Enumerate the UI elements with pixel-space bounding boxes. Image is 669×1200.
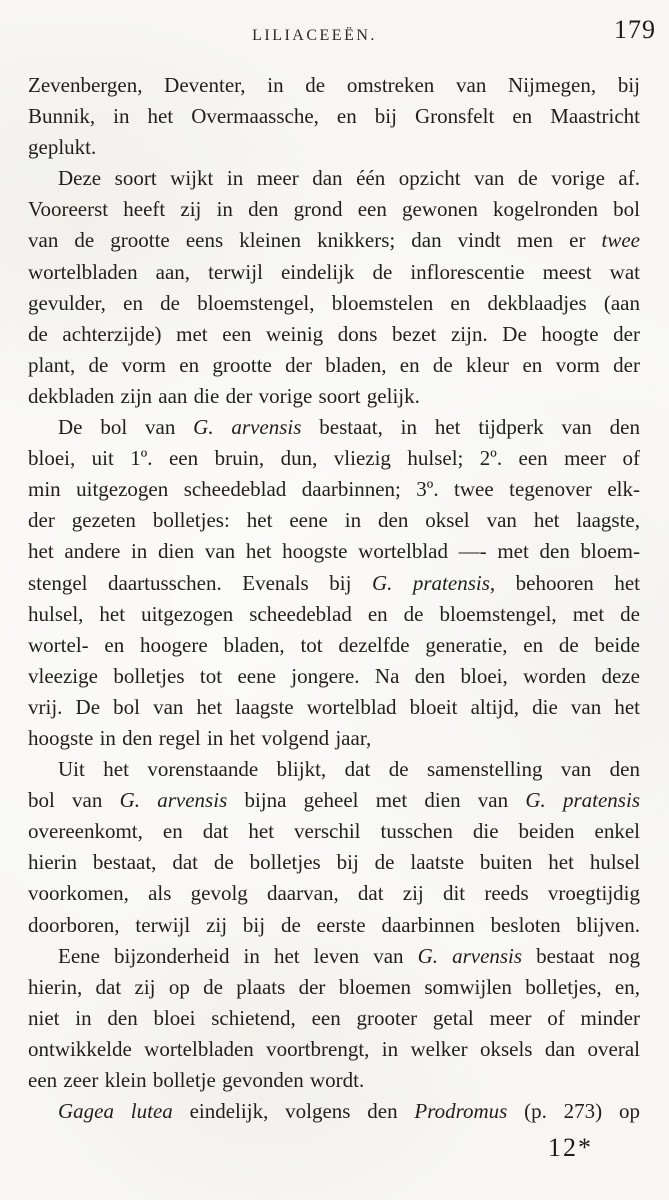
text-line [28, 412, 640, 443]
text-segment: (p. 273) op [507, 1099, 640, 1124]
text-line [28, 163, 640, 194]
text-line [28, 754, 640, 785]
text-segment: stengel daartusschen. Evenals bij [28, 570, 372, 595]
text-line [28, 910, 640, 941]
text-segment: een zeer klein bolletje gevonden wordt. [28, 1068, 365, 1092]
text-segment: hierin bestaat, dat de bolletjes bij de laatste buiten het hulsel [28, 850, 640, 875]
signature-mark: 12* [548, 1133, 593, 1162]
text-segment: de achterzijde) met een weinig dons bezet zijn. De hoogte der [28, 321, 640, 346]
text-line [28, 941, 640, 972]
text-segment: geplukt. [28, 135, 97, 160]
text-line [28, 194, 640, 225]
text-line [28, 443, 640, 474]
italic-text: G. pratensis [371, 570, 490, 595]
text-line [28, 319, 640, 350]
italic-text: G. arvensis [417, 943, 523, 968]
text-line [28, 630, 640, 661]
text-line [28, 101, 640, 132]
text-segment: min uitgezogen scheedeblad daarbinnen; 3º. twee tegenover elk- [28, 477, 640, 502]
text-line [28, 878, 640, 909]
text-line [28, 132, 640, 163]
text-line [28, 972, 640, 1003]
text-segment: Uit het vorenstaande blijkt, dat de samenstelling van den [58, 757, 640, 782]
text-line [28, 723, 640, 754]
text-segment: eindelijk, volgens den [172, 1099, 415, 1124]
text-segment: Vooreerst heeft zij in den grond een gewonen kogelronden bol [28, 197, 640, 222]
text-line [28, 816, 640, 847]
text-segment: overeenkomt, en dat het verschil tusschen die beiden enkel [28, 819, 640, 844]
text-segment: bloei, uit 1º. een bruin, dun, vliezig hulsel; 2º. een meer of [28, 446, 640, 471]
text-segment: bijna geheel met dien van [227, 788, 526, 813]
text-line [28, 661, 640, 692]
text-line [28, 257, 640, 288]
text-line [28, 288, 640, 319]
text-line [28, 1003, 640, 1034]
text-line [28, 1096, 640, 1127]
text-line [28, 536, 640, 567]
text-segment: bestaat, in het tijdperk van den [301, 415, 640, 440]
italic-text: G. arvensis [119, 788, 228, 813]
italic-text: twee [601, 228, 640, 253]
text-segment: ontwikkelde wortelbladen voortbrengt, in welker oksels dan overal [28, 1036, 640, 1061]
text-segment: Zevenbergen, Deventer, in de omstreken van Nijmegen, bij [28, 73, 640, 97]
page-header [0, 0, 669, 60]
text-line [28, 350, 640, 381]
text-segment: der gezeten bolletjes: het eene in den oksel van het laagste, [28, 508, 640, 533]
text-line [28, 785, 640, 816]
text-segment: gevulder, en de bloemstengel, bloemstelen en dekblaadjes (aan [28, 290, 640, 315]
text-segment: Deze soort wijkt in meer dan één opzicht van de vorige af. [58, 166, 640, 191]
text-line [28, 225, 640, 256]
text-segment: dekbladen zijn aan die der vorige soort gelijk. [28, 383, 420, 408]
text-segment: , behooren het [489, 570, 640, 595]
text-line [28, 505, 640, 536]
text-segment: hierin, dat zij op de plaats der bloemen somwijlen bolletjes, en, [28, 974, 640, 999]
text-segment: bestaat nog [522, 943, 641, 968]
text-line [28, 1065, 640, 1096]
text-line [28, 474, 640, 505]
italic-text: Gagea lutea [58, 1099, 173, 1124]
page-number: 179 [614, 15, 656, 44]
text-segment: Bunnik, in het Overmaassche, en bij Gronsfelt en Maastricht [28, 104, 640, 129]
text-segment: vleezige bolletjes tot eene jongere. Na den bloei, worden deze [28, 663, 640, 688]
text-line [28, 599, 640, 630]
italic-text: Prodromus [414, 1099, 508, 1124]
italic-text: G. arvensis [193, 415, 302, 440]
text-segment: bol van [28, 788, 120, 813]
text-line [28, 381, 640, 412]
text-line [28, 1034, 640, 1065]
text-segment: niet in den bloei schietend, een grooter getal meer of minder [28, 1005, 640, 1030]
text-segment: plant, de vorm en grootte der bladen, en de kleur en vorm der [28, 352, 640, 377]
text-line [28, 692, 640, 723]
text-line [28, 568, 640, 599]
text-line [28, 847, 640, 878]
text-segment: voorkomen, als gevolg daarvan, dat zij dit reeds vroegtijdig [28, 881, 640, 906]
text-segment: het andere in dien van het hoogste wortelblad —- met den bloem- [28, 539, 640, 564]
text-segment: Eene bijzonderheid in het leven van [58, 943, 418, 968]
text-segment: doorboren, terwijl zij bij de eerste daarbinnen besloten blijven. [28, 912, 640, 937]
text-segment: wortelbladen aan, terwijl eindelijk de inflorescentie meest wat [28, 259, 640, 284]
text-segment: De bol van [58, 415, 194, 440]
text-segment: hoogste in den regel in het volgend jaar, [28, 725, 372, 750]
text-segment: vrij. De bol van het laagste wortelblad bloeit altijd, die van het [28, 694, 640, 719]
running-header-title: LILIACEEËN. [252, 27, 377, 44]
text-line [28, 70, 640, 101]
text-segment: van de grootte eens kleinen knikkers; dan vindt men er [28, 228, 602, 253]
italic-text: G. pratensis [525, 788, 640, 813]
text-segment: wortel- en hoogere bladen, tot dezelfde generatie, en de beide [28, 632, 640, 657]
text-segment: hulsel, het uitgezogen scheedeblad en de bloemstengel, met de [28, 601, 640, 626]
text-block [28, 70, 640, 1127]
